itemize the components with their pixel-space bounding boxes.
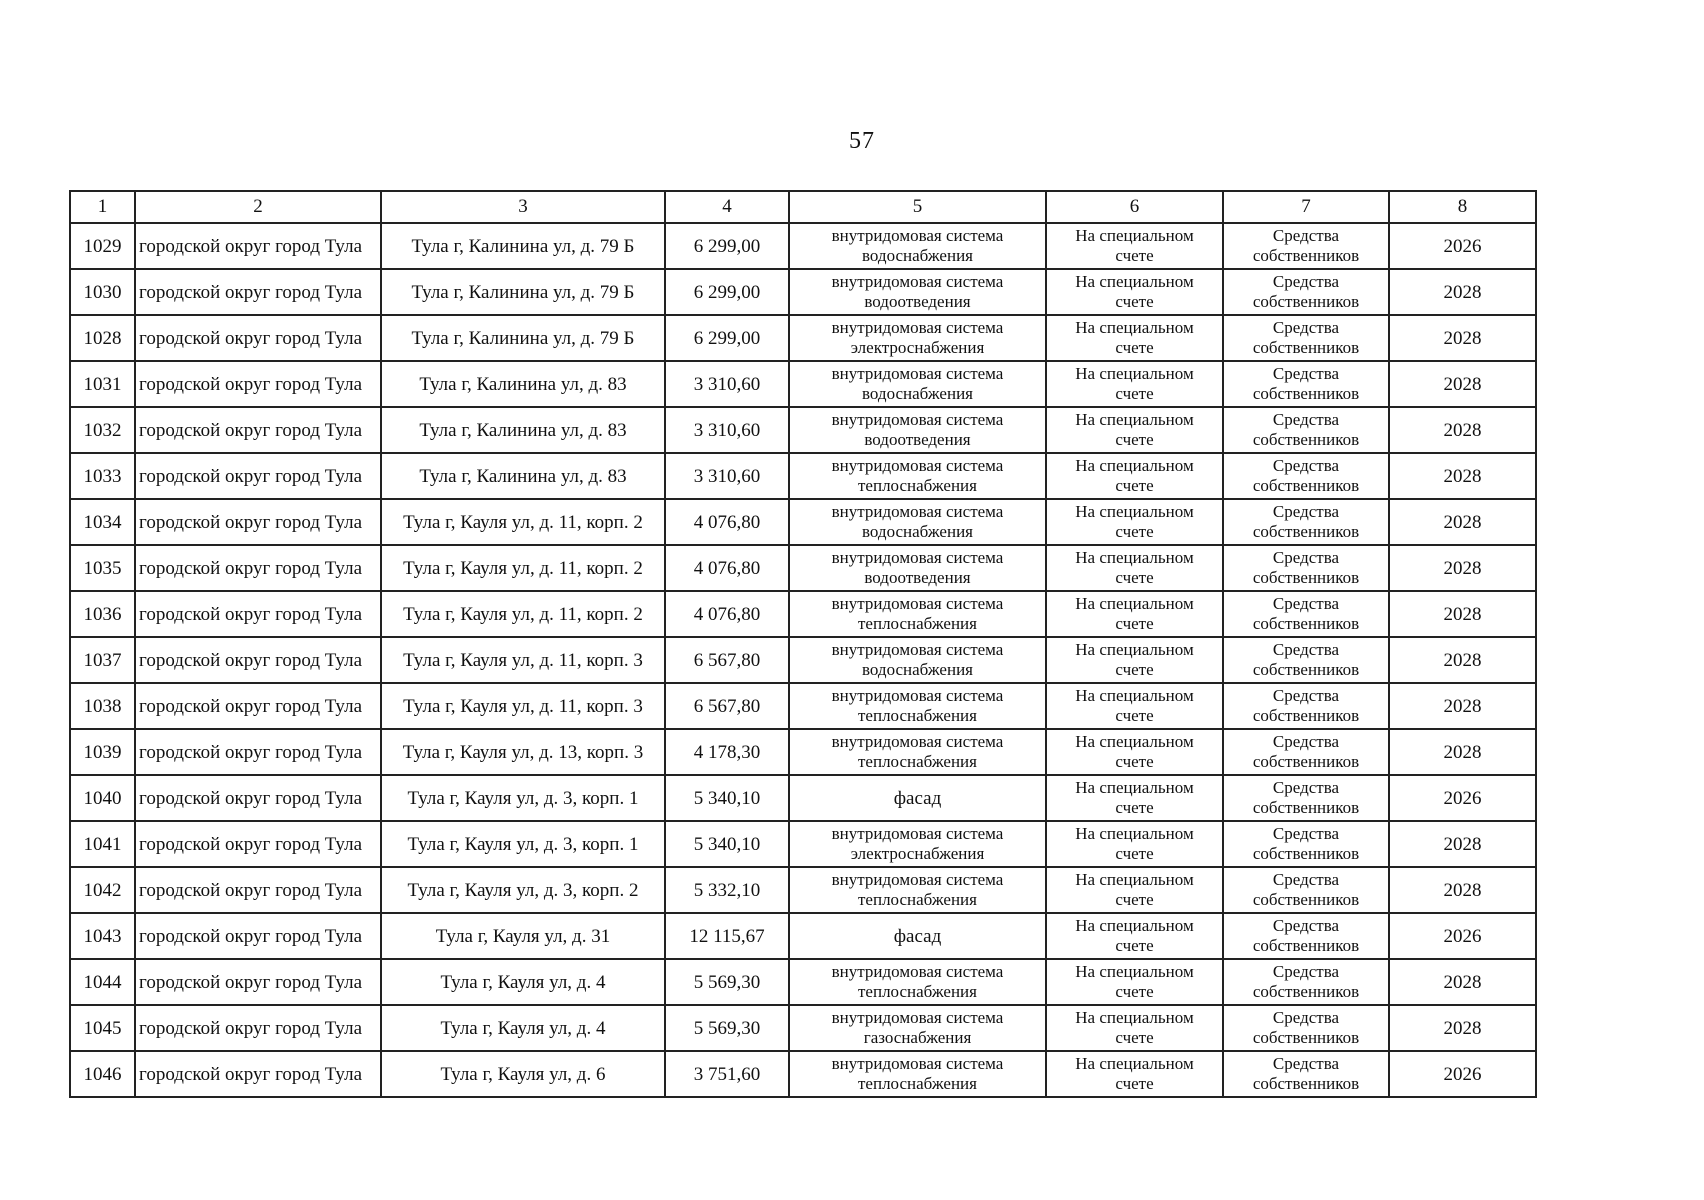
account-cell-line: На специальном [1075,502,1194,521]
municipality-cell: городской округ город Тула [135,499,381,545]
municipality-cell: городской округ город Тула [135,959,381,1005]
system-cell [789,499,1046,545]
system-cell-line: теплоснабжения [858,752,977,771]
account-cell [1046,223,1223,269]
system-cell-line: внутридомовая система [831,962,1004,981]
source-cell-line: Средства [1272,502,1340,521]
row-number-cell: 1045 [70,1005,135,1051]
header-cell-6: 6 [1046,191,1223,223]
address-cell: Тула г, Кауля ул, д. 11, корп. 2 [381,499,665,545]
header-cell-1: 1 [70,191,135,223]
system-cell-line: электроснабжения [850,338,985,357]
source-cell-line: собственников [1252,1028,1360,1047]
source-cell-line: собственников [1252,1074,1360,1093]
account-cell-line: На специальном [1075,1008,1194,1027]
source-cell [1223,913,1389,959]
source-cell [1223,1005,1389,1051]
address-cell: Тула г, Кауля ул, д. 6 [381,1051,665,1097]
source-cell [1223,315,1389,361]
account-cell [1046,637,1223,683]
account-cell-line: На специальном [1075,318,1194,337]
address-cell: Тула г, Кауля ул, д. 4 [381,959,665,1005]
municipality-cell: городской округ город Тула [135,1005,381,1051]
account-cell-line: На специальном [1075,732,1194,751]
source-cell-line: Средства [1272,410,1340,429]
source-cell [1223,729,1389,775]
system-cell-line: водоотведения [864,430,971,449]
system-cell [789,453,1046,499]
account-cell-line: счете [1115,522,1154,541]
year-cell: 2028 [1389,407,1536,453]
system-cell-line: внутридомовая система [831,548,1004,567]
municipality-cell: городской округ город Тула [135,683,381,729]
value-cell: 4 178,30 [665,729,789,775]
source-cell [1223,1051,1389,1097]
account-cell-line: На специальном [1075,686,1194,705]
row-number-cell: 1032 [70,407,135,453]
source-cell-line: Средства [1272,732,1340,751]
address-cell: Тула г, Кауля ул, д. 13, корп. 3 [381,729,665,775]
value-cell: 4 076,80 [665,591,789,637]
table-row [70,729,1536,775]
value-cell: 6 299,00 [665,315,789,361]
municipality-cell: городской округ город Тула [135,821,381,867]
source-cell-line: собственников [1252,246,1360,265]
table-row [70,821,1536,867]
account-cell-line: счете [1115,798,1154,817]
system-cell [789,729,1046,775]
municipality-cell: городской округ город Тула [135,775,381,821]
system-cell-line: внутридомовая система [831,364,1004,383]
address-cell: Тула г, Кауля ул, д. 4 [381,1005,665,1051]
account-cell-line: счете [1115,384,1154,403]
municipality-cell: городской округ город Тула [135,729,381,775]
source-cell-line: Средства [1272,870,1340,889]
table-row [70,775,1536,821]
value-cell: 5 340,10 [665,821,789,867]
source-cell-line: собственников [1252,338,1360,357]
source-cell-line: собственников [1252,430,1360,449]
value-cell: 4 076,80 [665,499,789,545]
account-cell [1046,1005,1223,1051]
source-cell-line: Средства [1272,364,1340,383]
source-cell-line: собственников [1252,844,1360,863]
row-number-cell: 1040 [70,775,135,821]
address-cell: Тула г, Калинина ул, д. 79 Б [381,269,665,315]
account-cell-line: счете [1115,614,1154,633]
account-cell-line: счете [1115,982,1154,1001]
account-cell-line: На специальном [1075,824,1194,843]
year-cell: 2028 [1389,453,1536,499]
row-number-cell: 1043 [70,913,135,959]
year-cell: 2028 [1389,683,1536,729]
row-number-cell: 1035 [70,545,135,591]
year-cell: 2028 [1389,269,1536,315]
year-cell: 2028 [1389,959,1536,1005]
source-cell-line: Средства [1272,824,1340,843]
system-cell-line: водоотведения [864,568,971,587]
row-number-cell: 1041 [70,821,135,867]
system-cell-line: внутридомовая система [831,732,1004,751]
value-cell: 6 567,80 [665,683,789,729]
account-cell [1046,453,1223,499]
account-cell-line: счете [1115,568,1154,587]
address-cell: Тула г, Калинина ул, д. 79 Б [381,223,665,269]
source-cell-line: собственников [1252,660,1360,679]
system-cell-line: водоотведения [864,292,971,311]
municipality-cell: городской округ город Тула [135,637,381,683]
source-cell-line: собственников [1252,982,1360,1001]
municipality-cell: городской округ город Тула [135,223,381,269]
account-cell-line: На специальном [1075,226,1194,245]
account-cell-line: счете [1115,246,1154,265]
source-cell-line: собственников [1252,890,1360,909]
system-cell [789,637,1046,683]
source-cell [1223,775,1389,821]
source-cell-line: Средства [1272,456,1340,475]
system-cell-line: внутридомовая система [831,226,1004,245]
municipality-cell: городской округ город Тула [135,315,381,361]
account-cell-line: счете [1115,936,1154,955]
source-cell-line: Средства [1272,272,1340,291]
account-cell-line: На специальном [1075,410,1194,429]
source-cell-line: Средства [1272,916,1340,935]
account-cell-line: На специальном [1075,548,1194,567]
source-cell-line: Средства [1272,640,1340,659]
municipality-cell: городской округ город Тула [135,867,381,913]
year-cell: 2028 [1389,591,1536,637]
system-cell [789,1051,1046,1097]
table-row [70,683,1536,729]
account-cell [1046,545,1223,591]
year-cell: 2028 [1389,315,1536,361]
system-cell-line: внутридомовая система [831,824,1004,843]
source-cell-line: Средства [1272,962,1340,981]
source-cell [1223,867,1389,913]
account-cell-line: счете [1115,752,1154,771]
row-number-cell: 1034 [70,499,135,545]
row-number-cell: 1029 [70,223,135,269]
source-cell-line: собственников [1252,936,1360,955]
system-cell-line: внутридомовая система [831,594,1004,613]
system-cell-line: водоснабжения [862,384,973,403]
account-cell-line: На специальном [1075,1054,1194,1073]
address-cell: Тула г, Кауля ул, д. 3, корп. 2 [381,867,665,913]
header-cell-3: 3 [381,191,665,223]
address-cell: Тула г, Калинина ул, д. 83 [381,361,665,407]
account-cell-line: На специальном [1075,778,1194,797]
source-cell-line: собственников [1252,614,1360,633]
system-cell-line: внутридомовая система [831,1008,1004,1027]
row-number-cell: 1046 [70,1051,135,1097]
system-cell [789,407,1046,453]
source-cell-line: Средства [1272,548,1340,567]
account-cell-line: На специальном [1075,962,1194,981]
system-cell-line: теплоснабжения [858,706,977,725]
account-cell-line: счете [1115,1028,1154,1047]
table-row [70,1005,1536,1051]
account-cell-line: На специальном [1075,364,1194,383]
system-cell [789,821,1046,867]
year-cell: 2028 [1389,361,1536,407]
system-cell-line: внутридомовая система [831,318,1004,337]
value-cell: 5 569,30 [665,959,789,1005]
account-cell [1046,315,1223,361]
system-cell [789,591,1046,637]
source-cell-line: собственников [1252,476,1360,495]
table-row [70,591,1536,637]
row-number-cell: 1037 [70,637,135,683]
system-cell [789,315,1046,361]
source-cell [1223,821,1389,867]
municipality-cell: городской округ город Тула [135,545,381,591]
source-cell [1223,223,1389,269]
row-number-cell: 1031 [70,361,135,407]
address-cell: Тула г, Кауля ул, д. 11, корп. 2 [381,591,665,637]
row-number-cell: 1030 [70,269,135,315]
source-cell-line: собственников [1252,798,1360,817]
row-number-cell: 1042 [70,867,135,913]
source-cell-line: Средства [1272,686,1340,705]
account-cell-line: счете [1115,338,1154,357]
header-cell-5: 5 [789,191,1046,223]
row-number-cell: 1044 [70,959,135,1005]
source-cell-line: Средства [1272,1008,1340,1027]
table-row [70,361,1536,407]
account-cell [1046,775,1223,821]
value-cell: 5 569,30 [665,1005,789,1051]
system-cell-line: фасад [893,925,942,947]
source-cell [1223,591,1389,637]
system-cell-line: внутридомовая система [831,870,1004,889]
year-cell: 2028 [1389,545,1536,591]
account-cell-line: На специальном [1075,272,1194,291]
table-row [70,1051,1536,1097]
account-cell-line: счете [1115,844,1154,863]
table-row [70,959,1536,1005]
municipality-cell: городской округ город Тула [135,913,381,959]
header-cell-2: 2 [135,191,381,223]
account-cell-line: На специальном [1075,916,1194,935]
account-cell-line: На специальном [1075,640,1194,659]
year-cell: 2026 [1389,223,1536,269]
source-cell [1223,683,1389,729]
table-body [70,223,1536,1097]
page-number: 57 [849,128,875,154]
system-cell [789,867,1046,913]
system-cell [789,775,1046,821]
year-cell: 2028 [1389,821,1536,867]
year-cell: 2028 [1389,729,1536,775]
municipality-cell: городской округ город Тула [135,591,381,637]
system-cell-line: электроснабжения [850,844,985,863]
table-row [70,407,1536,453]
account-cell [1046,729,1223,775]
system-cell-line: теплоснабжения [858,982,977,1001]
system-cell [789,1005,1046,1051]
source-cell-line: Средства [1272,594,1340,613]
source-cell-line: собственников [1252,292,1360,311]
municipality-cell: городской округ город Тула [135,407,381,453]
table-row [70,545,1536,591]
system-cell-line: газоснабжения [863,1028,972,1047]
system-cell [789,545,1046,591]
value-cell: 5 340,10 [665,775,789,821]
address-cell: Тула г, Кауля ул, д. 11, корп. 2 [381,545,665,591]
table-row [70,223,1536,269]
account-cell-line: счете [1115,1074,1154,1093]
source-cell [1223,499,1389,545]
table-header [70,191,1536,223]
address-cell: Тула г, Калинина ул, д. 79 Б [381,315,665,361]
table-row [70,499,1536,545]
address-cell: Тула г, Кауля ул, д. 31 [381,913,665,959]
account-cell [1046,361,1223,407]
account-cell [1046,959,1223,1005]
system-cell-line: водоснабжения [862,522,973,541]
row-number-cell: 1039 [70,729,135,775]
row-number-cell: 1028 [70,315,135,361]
value-cell: 3 751,60 [665,1051,789,1097]
account-cell-line: счете [1115,430,1154,449]
account-cell-line: счете [1115,660,1154,679]
value-cell: 6 299,00 [665,269,789,315]
account-cell [1046,407,1223,453]
account-cell [1046,821,1223,867]
system-cell-line: теплоснабжения [858,476,977,495]
system-cell-line: теплоснабжения [858,890,977,909]
account-cell-line: счете [1115,706,1154,725]
table-row [70,315,1536,361]
table-row [70,637,1536,683]
account-cell [1046,591,1223,637]
account-cell-line: счете [1115,476,1154,495]
municipality-cell: городской округ город Тула [135,361,381,407]
system-cell [789,361,1046,407]
address-cell: Тула г, Кауля ул, д. 11, корп. 3 [381,637,665,683]
row-number-cell: 1036 [70,591,135,637]
year-cell: 2026 [1389,775,1536,821]
source-cell-line: собственников [1252,568,1360,587]
source-cell [1223,361,1389,407]
value-cell: 4 076,80 [665,545,789,591]
source-cell [1223,545,1389,591]
value-cell: 12 115,67 [665,913,789,959]
system-cell [789,683,1046,729]
value-cell: 3 310,60 [665,407,789,453]
account-cell [1046,1051,1223,1097]
address-cell: Тула г, Кауля ул, д. 3, корп. 1 [381,821,665,867]
system-cell-line: внутридомовая система [831,502,1004,521]
system-cell-line: внутридомовая система [831,1054,1004,1073]
source-cell [1223,637,1389,683]
value-cell: 6 567,80 [665,637,789,683]
table-row [70,867,1536,913]
address-cell: Тула г, Калинина ул, д. 83 [381,407,665,453]
municipality-cell: городской округ город Тула [135,1051,381,1097]
account-cell-line: На специальном [1075,870,1194,889]
account-cell [1046,499,1223,545]
year-cell: 2028 [1389,1005,1536,1051]
source-cell [1223,269,1389,315]
source-cell-line: Средства [1272,778,1340,797]
municipality-cell: городской округ город Тула [135,269,381,315]
system-cell-line: водоснабжения [862,246,973,265]
system-cell [789,959,1046,1005]
source-cell-line: собственников [1252,384,1360,403]
address-cell: Тула г, Кауля ул, д. 3, корп. 1 [381,775,665,821]
header-cell-4: 4 [665,191,789,223]
table-row [70,269,1536,315]
account-cell-line: На специальном [1075,594,1194,613]
source-cell-line: Средства [1272,1054,1340,1073]
row-number-cell: 1033 [70,453,135,499]
system-cell [789,269,1046,315]
system-cell-line: внутридомовая система [831,686,1004,705]
source-cell-line: Средства [1272,318,1340,337]
system-cell [789,913,1046,959]
year-cell: 2026 [1389,1051,1536,1097]
system-cell-line: теплоснабжения [858,1074,977,1093]
address-cell: Тула г, Калинина ул, д. 83 [381,453,665,499]
system-cell-line: внутридомовая система [831,456,1004,475]
account-cell-line: счете [1115,890,1154,909]
value-cell: 3 310,60 [665,361,789,407]
table-row [70,453,1536,499]
source-cell [1223,407,1389,453]
account-cell [1046,683,1223,729]
source-cell [1223,453,1389,499]
header-cell-7: 7 [1223,191,1389,223]
system-cell-line: теплоснабжения [858,614,977,633]
system-cell-line: фасад [893,787,942,809]
table-row [70,913,1536,959]
register-table [69,190,1537,1098]
source-cell-line: Средства [1272,226,1340,245]
system-cell-line: водоснабжения [862,660,973,679]
row-number-cell: 1038 [70,683,135,729]
source-cell [1223,959,1389,1005]
value-cell: 3 310,60 [665,453,789,499]
source-cell-line: собственников [1252,706,1360,725]
municipality-cell: городской округ город Тула [135,453,381,499]
account-cell [1046,269,1223,315]
account-cell [1046,867,1223,913]
value-cell: 5 332,10 [665,867,789,913]
source-cell-line: собственников [1252,522,1360,541]
year-cell: 2028 [1389,867,1536,913]
system-cell-line: внутридомовая система [831,272,1004,291]
value-cell: 6 299,00 [665,223,789,269]
account-cell-line: счете [1115,292,1154,311]
source-cell-line: собственников [1252,752,1360,771]
system-cell-line: внутридомовая система [831,640,1004,659]
header-cell-8: 8 [1389,191,1536,223]
account-cell [1046,913,1223,959]
account-cell-line: На специальном [1075,456,1194,475]
system-cell [789,223,1046,269]
year-cell: 2028 [1389,499,1536,545]
year-cell: 2028 [1389,637,1536,683]
header-row [70,191,1536,223]
address-cell: Тула г, Кауля ул, д. 11, корп. 3 [381,683,665,729]
system-cell-line: внутридомовая система [831,410,1004,429]
year-cell: 2026 [1389,913,1536,959]
